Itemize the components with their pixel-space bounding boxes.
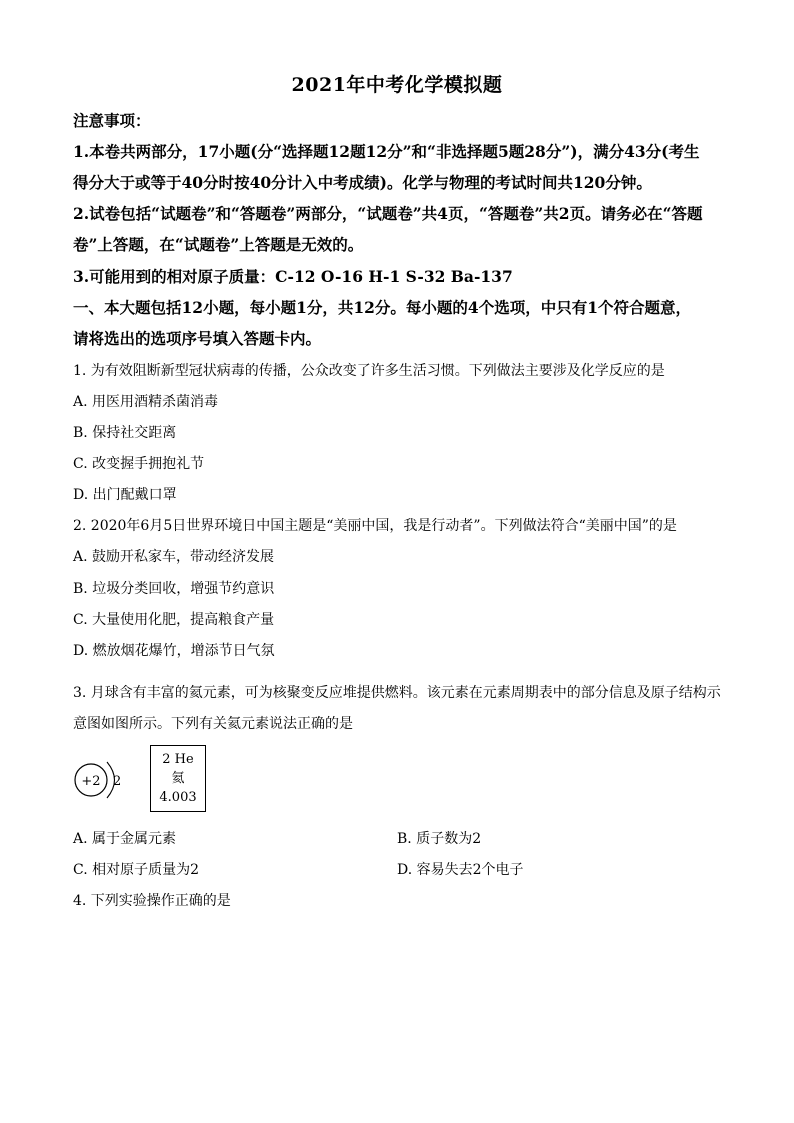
question-1-stem: 1. 为有效阻断新型冠状病毒的传播，公众改变了许多生活习惯。下列做法主要涉及化学反应的是 — [73, 363, 665, 379]
section-1-instruction: 一、本大题包括12小题，每小题1分，共12分。每小题的4个选项，中只有1个符合题意， — [73, 298, 691, 317]
section-1-instruction-cont: 请将选出的选项序号填入答题卡内。 — [73, 329, 322, 348]
question-4-stem: 4. 下列实验操作正确的是 — [73, 893, 231, 909]
periodic-table-cell — [150, 745, 206, 812]
element-name: 氦 — [171, 771, 185, 786]
notice-line-3: 3.可能用到的相对原子质量：C-12 O-16 H-1 S-32 Ba-137 — [73, 267, 513, 286]
question-1-option-d: D. 出门配戴口罩 — [73, 487, 177, 503]
nucleus-charge-text: +2 — [81, 774, 101, 789]
question-3-option-b: B. 质子数为2 — [397, 831, 482, 847]
question-3-option-a: A. 属于金属元素 — [73, 831, 177, 847]
notice-line-1a: 1.本卷共两部分，17小题(分“选择题12题12分”和“非选择题5题28分”)，满分43分(考生 — [73, 142, 700, 161]
question-1-option-c: C. 改变握手拥抱礼节 — [73, 456, 205, 472]
notice-line-1b: 得分大于或等于40分时按40分计入中考成绩)。化学与物理的考试时间共120分钟。 — [73, 173, 652, 192]
electron-shell-count: 2 — [113, 774, 122, 789]
page-title: 2021年中考化学模拟题 — [291, 74, 503, 96]
element-atomic-mass: 4.003 — [159, 790, 197, 805]
notice-line-2b: 卷”上答题，在“试题卷”上答题是无效的。 — [73, 235, 364, 254]
question-2-option-d: D. 燃放烟花爆竹，增添节日气氛 — [73, 643, 275, 659]
question-3-stem: 3. 月球含有丰富的氦元素，可为核聚变反应堆提供燃料。该元素在元素周期表中的部分信息及原子结构示 — [73, 685, 721, 701]
question-1-option-a: A. 用医用酒精杀菌消毒 — [73, 394, 219, 410]
question-3-stem-cont: 意图如图所示。下列有关氦元素说法正确的是 — [73, 716, 353, 732]
question-2-option-b: B. 垃圾分类回收，增强节约意识 — [73, 581, 275, 597]
question-2-option-a: A. 鼓励开私家车，带动经济发展 — [73, 549, 275, 565]
notice-line-2a: 2.试卷包括“试题卷”和“答题卷”两部分，“试题卷”共4页，“答题卷”共2页。请务必在“答题 — [73, 204, 703, 223]
question-3-option-d: D. 容易失去2个电子 — [397, 862, 524, 878]
notice-heading: 注意事项： — [73, 111, 151, 130]
question-2-option-c: C. 大量使用化肥，提高粮食产量 — [73, 612, 275, 628]
element-number-symbol: 2 He — [162, 752, 194, 767]
question-3-option-c: C. 相对原子质量为2 — [73, 862, 200, 878]
question-2-stem: 2. 2020年6月5日世界环境日中国主题是“美丽中国，我是行动者”。下列做法符合“美丽中国”的是 — [73, 518, 677, 534]
question-1-option-b: B. 保持社交距离 — [73, 425, 177, 441]
